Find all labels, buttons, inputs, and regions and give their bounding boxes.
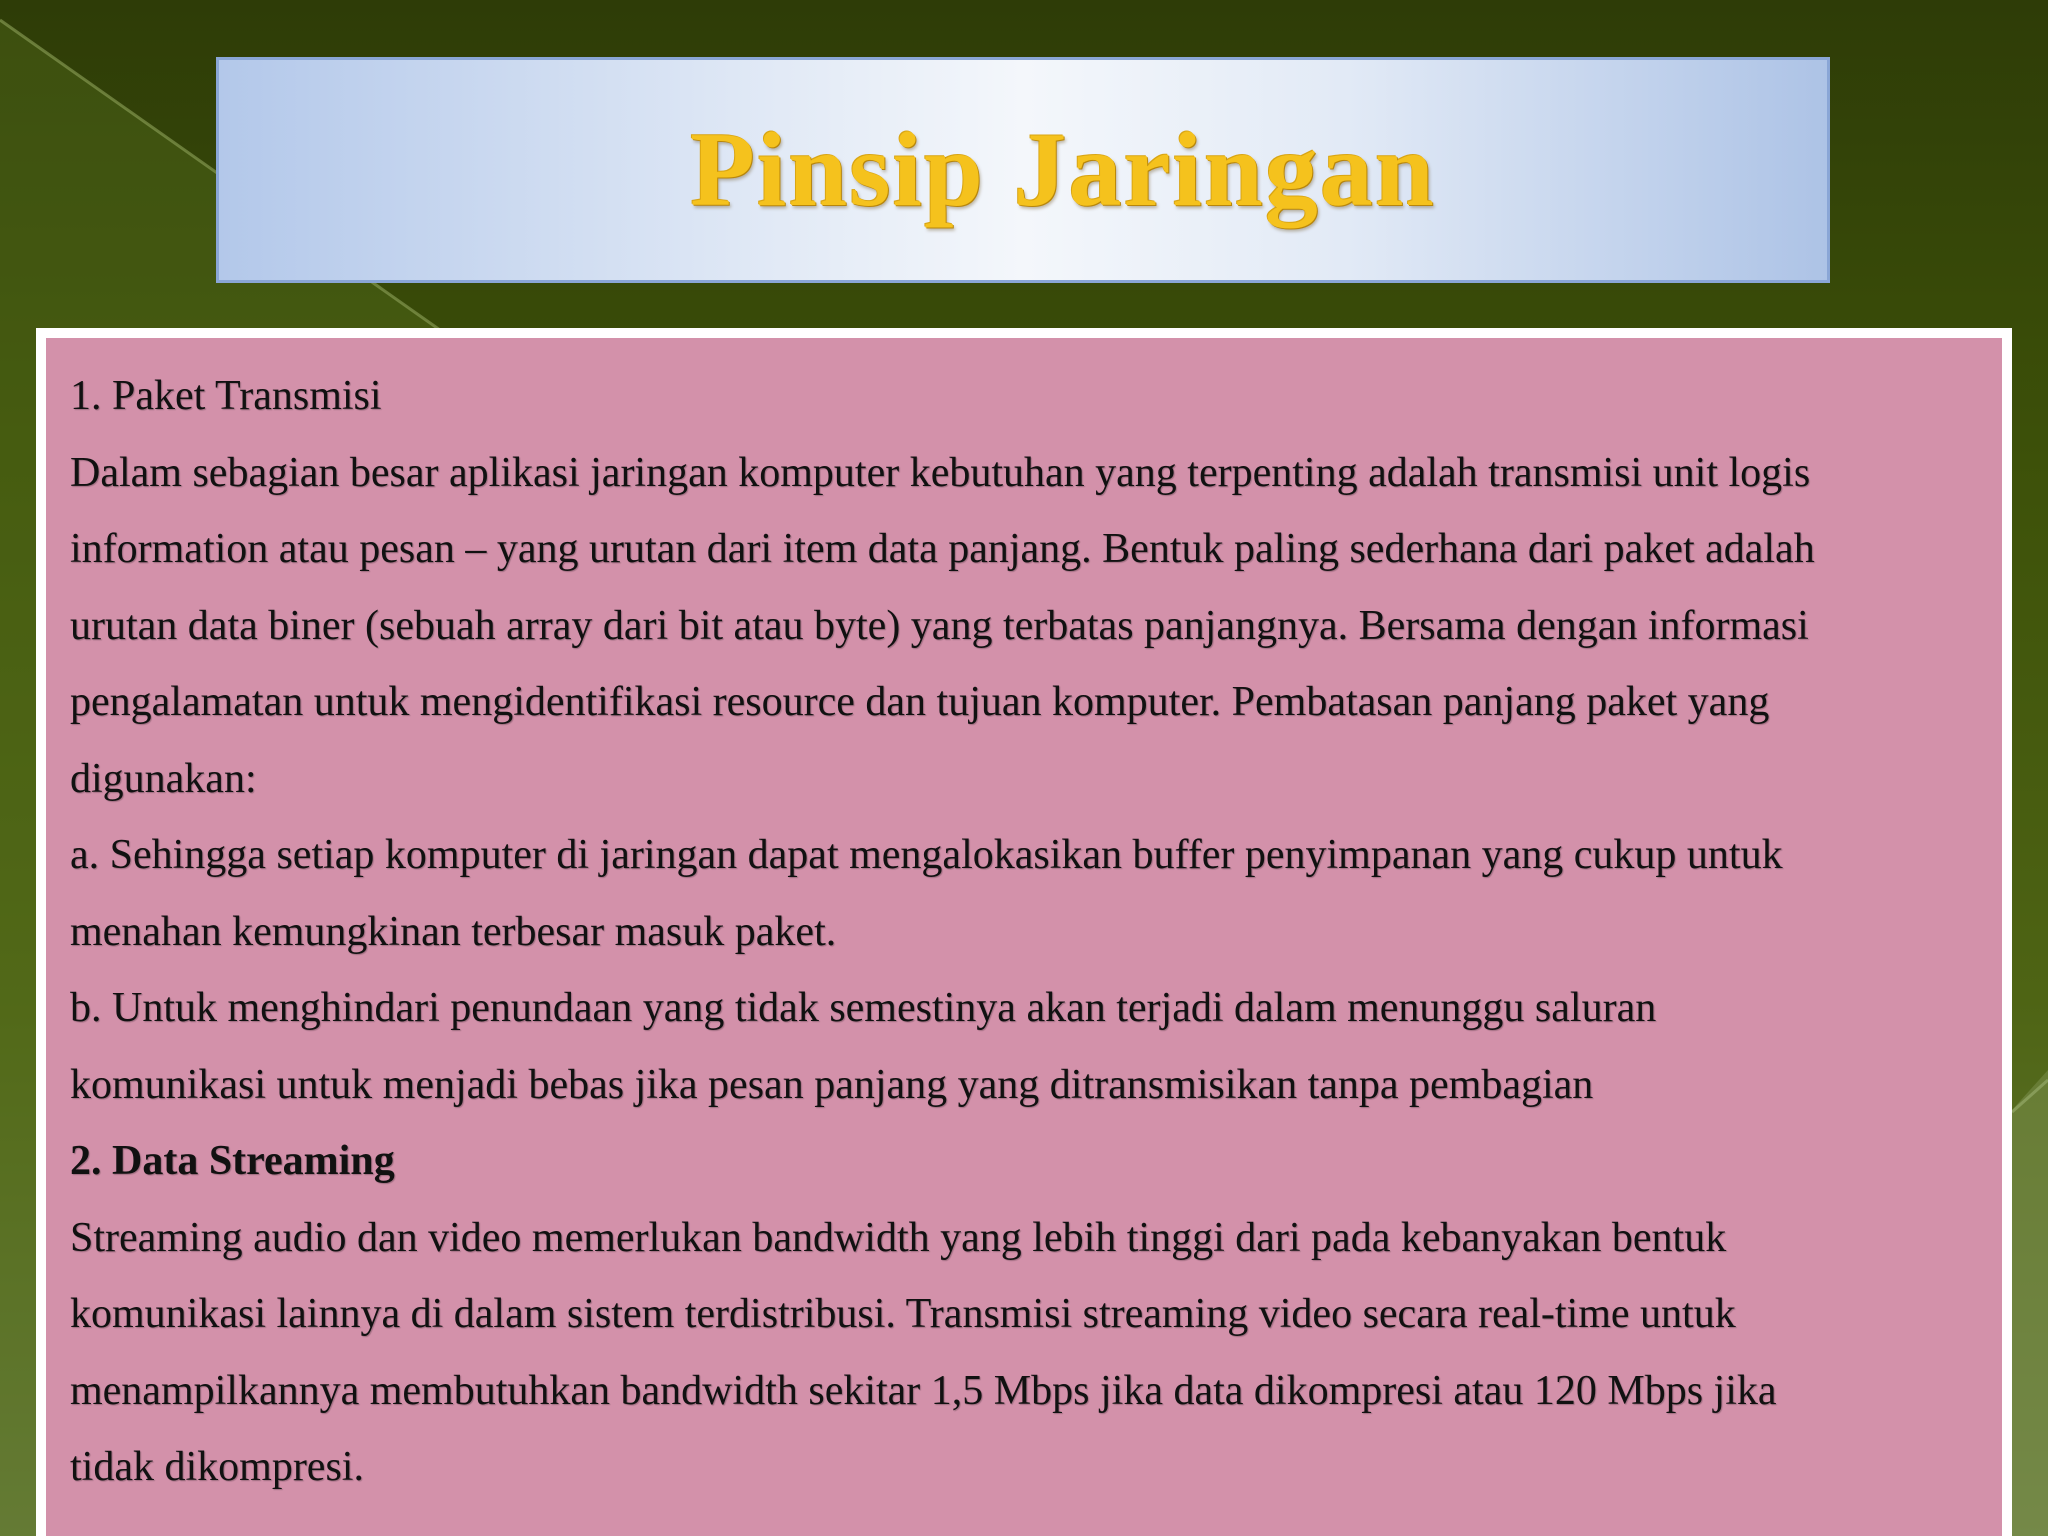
body-text-line: Streaming audio dan video memerlukan bandwidth yang lebih tinggi dari pada kebanyakan bentuk <box>70 1214 1727 1261</box>
body-text-line: pengalamatan untuk mengidentifikasi resource dan tujuan komputer. Pembatasan panjang paket yang <box>70 679 1770 725</box>
body-text-line: tidak dikompresi. <box>70 1444 364 1490</box>
body-text-line: komunikasi lainnya di dalam sistem terdistribusi. Transmisi streaming video secara real-time untuk <box>70 1291 1736 1337</box>
body-text-line: b. Untuk menghindari penundaan yang tidak semestinya akan terjadi dalam menunggu saluran <box>70 985 1657 1031</box>
body-text-line: komunikasi untuk menjadi bebas jika pesan panjang yang ditransmisikan tanpa pembagian <box>70 1061 1594 1108</box>
section-heading: 2. Data Streaming <box>70 1138 395 1184</box>
body-text-line: 1. Paket Transmisi <box>70 373 382 419</box>
content-panel <box>36 328 2012 1536</box>
content-body <box>70 358 1978 1506</box>
body-text-line: menampilkannya membutuhkan bandwidth sekitar 1,5 Mbps jika data dikompresi atau 120 Mbps jika <box>70 1367 1777 1414</box>
body-text-line: digunakan: <box>70 755 257 802</box>
title-banner <box>216 57 1830 283</box>
body-text-line: a. Sehingga setiap komputer di jaringan dapat mengalokasikan buffer penyimpanan yang cukup untuk <box>70 832 1783 878</box>
body-text-line: Dalam sebagian besar aplikasi jaringan komputer kebutuhan yang terpenting adalah transmisi unit logis <box>70 449 1811 496</box>
body-text-line: menahan kemungkinan terbesar masuk paket. <box>70 908 837 955</box>
slide-title: Pinsip Jaringan <box>690 111 1436 228</box>
body-text-line: urutan data biner (sebuah array dari bit atau byte) yang terbatas panjangnya. Bersama dengan informasi <box>70 602 1809 649</box>
body-text-line: information atau pesan – yang urutan dari item data panjang. Bentuk paling sederhana dari paket adalah <box>70 526 1815 572</box>
